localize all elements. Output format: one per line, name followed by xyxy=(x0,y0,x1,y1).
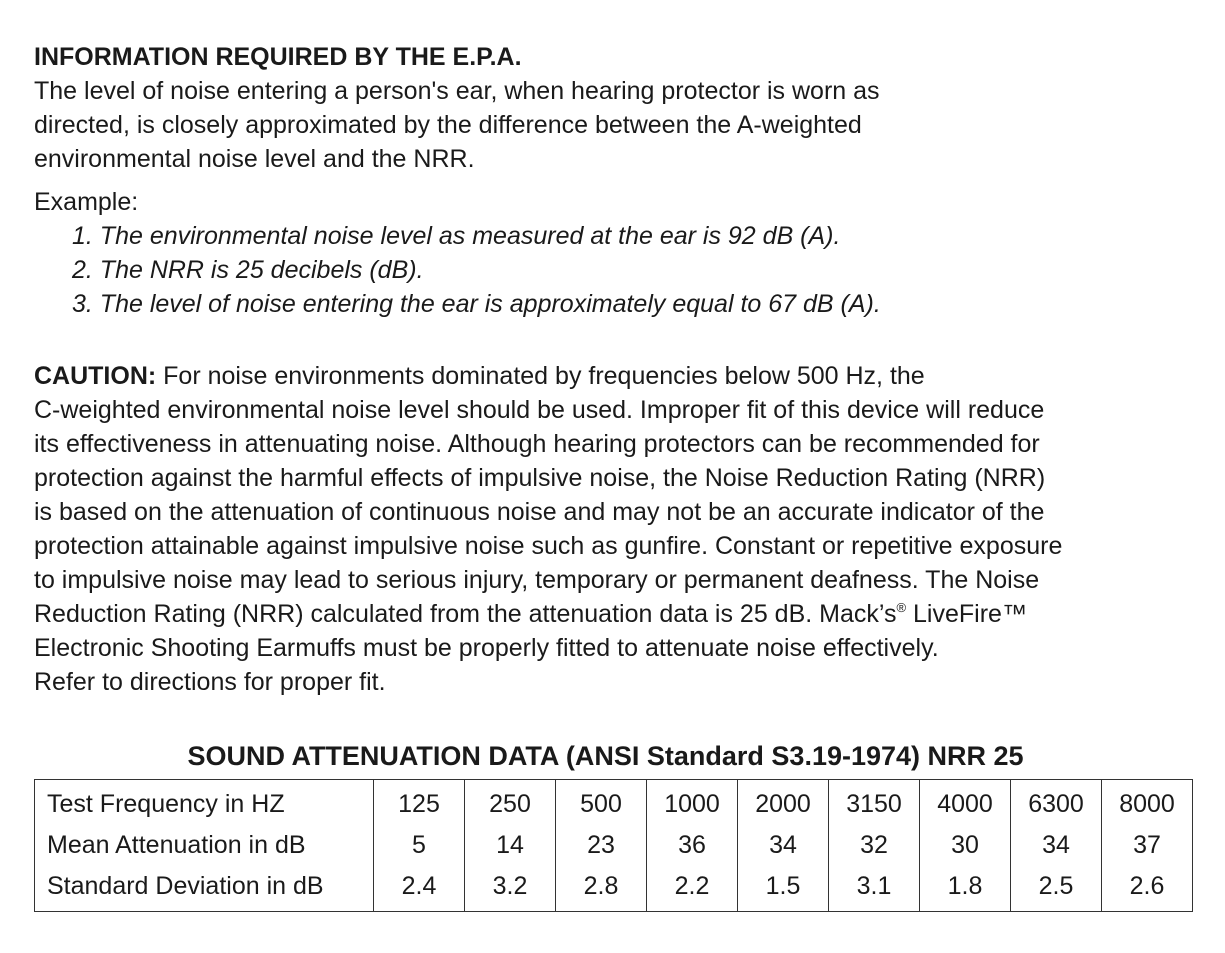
row-label: Standard Deviation in dB xyxy=(47,872,324,900)
table-title: SOUND ATTENUATION DATA (ANSI Standard S3.19-1974) NRR 25 xyxy=(187,741,1024,771)
registered-mark: ® xyxy=(896,600,907,615)
table-cell: 36 xyxy=(647,825,738,866)
document-page xyxy=(34,40,1199,912)
caution-brand-line xyxy=(34,597,1199,631)
example-item: 3. The level of noise entering the ear is approximately equal to 67 dB (A). xyxy=(72,290,881,318)
table-cell: 6300 xyxy=(1011,780,1102,826)
caution-line: its effectiveness in attenuating noise. Although hearing protectors can be recommended for xyxy=(34,430,1040,458)
table-cell: 500 xyxy=(556,780,647,826)
caution-paragraph xyxy=(34,359,1199,699)
caution-text: Reduction Rating (NRR) calculated from the attenuation data is 25 dB. Mack’s xyxy=(34,600,897,628)
table-cell: 32 xyxy=(829,825,920,866)
caution-line: Electronic Shooting Earmuffs must be properly fitted to attenuate noise effectively. xyxy=(34,634,939,662)
row-label: Test Frequency in HZ xyxy=(47,790,285,818)
caution-label: CAUTION: xyxy=(34,362,157,390)
example-label: Example: xyxy=(34,188,139,216)
epa-line: directed, is closely approximated by the difference between the A-weighted xyxy=(34,111,862,139)
table-cell: 1.8 xyxy=(920,866,1011,912)
example-list xyxy=(34,219,1199,321)
table-cell: 30 xyxy=(920,825,1011,866)
caution-text: LiveFire™ xyxy=(906,600,1027,628)
table-cell: 14 xyxy=(465,825,556,866)
caution-line: is based on the attenuation of continuous noise and may not be an accurate indicator of the xyxy=(34,498,1045,526)
table-cell: 4000 xyxy=(920,780,1011,826)
table-cell: 23 xyxy=(556,825,647,866)
caution-line: to impulsive noise may lead to serious injury, temporary or permanent deafness. The Noise xyxy=(34,566,1040,594)
table-cell: 3.1 xyxy=(829,866,920,912)
table-cell: 3150 xyxy=(829,780,920,826)
table-cell: 2.8 xyxy=(556,866,647,912)
table-cell: 1000 xyxy=(647,780,738,826)
table-cell: 2.2 xyxy=(647,866,738,912)
attenuation-table xyxy=(34,779,1193,912)
table-row xyxy=(35,780,1193,826)
table-cell: 8000 xyxy=(1102,780,1193,826)
table-cell: 37 xyxy=(1102,825,1193,866)
example-item: 1. The environmental noise level as measured at the ear is 92 dB (A). xyxy=(72,222,841,250)
table-cell: 2.4 xyxy=(374,866,465,912)
epa-heading: INFORMATION REQUIRED BY THE E.P.A. xyxy=(34,43,522,71)
table-cell: 2000 xyxy=(738,780,829,826)
caution-text: For noise environments dominated by frequencies below 500 Hz, the xyxy=(156,362,925,390)
table-cell: 2.5 xyxy=(1011,866,1102,912)
table-cell: 2.6 xyxy=(1102,866,1193,912)
row-label: Mean Attenuation in dB xyxy=(47,831,306,859)
caution-line: Refer to directions for proper fit. xyxy=(34,668,386,696)
caution-line: C-weighted environmental noise level should be used. Improper fit of this device will reduce xyxy=(34,396,1045,424)
table-cell: 34 xyxy=(738,825,829,866)
caution-first-line xyxy=(34,359,1199,393)
example-item: 2. The NRR is 25 decibels (dB). xyxy=(72,256,424,284)
table-cell: 34 xyxy=(1011,825,1102,866)
table-cell: 3.2 xyxy=(465,866,556,912)
table-cell: 5 xyxy=(374,825,465,866)
epa-line: environmental noise level and the NRR. xyxy=(34,145,475,173)
table-cell: 1.5 xyxy=(738,866,829,912)
table-row xyxy=(35,825,1193,866)
table-cell: 125 xyxy=(374,780,465,826)
caution-line: protection against the harmful effects of impulsive noise, the Noise Reduction Rating (NRR) xyxy=(34,464,1046,492)
table-cell: 250 xyxy=(465,780,556,826)
epa-line: The level of noise entering a person's ear, when hearing protector is worn as xyxy=(34,77,880,105)
caution-line: protection attainable against impulsive noise such as gunfire. Constant or repetitive exposure xyxy=(34,532,1063,560)
table-row xyxy=(35,866,1193,912)
